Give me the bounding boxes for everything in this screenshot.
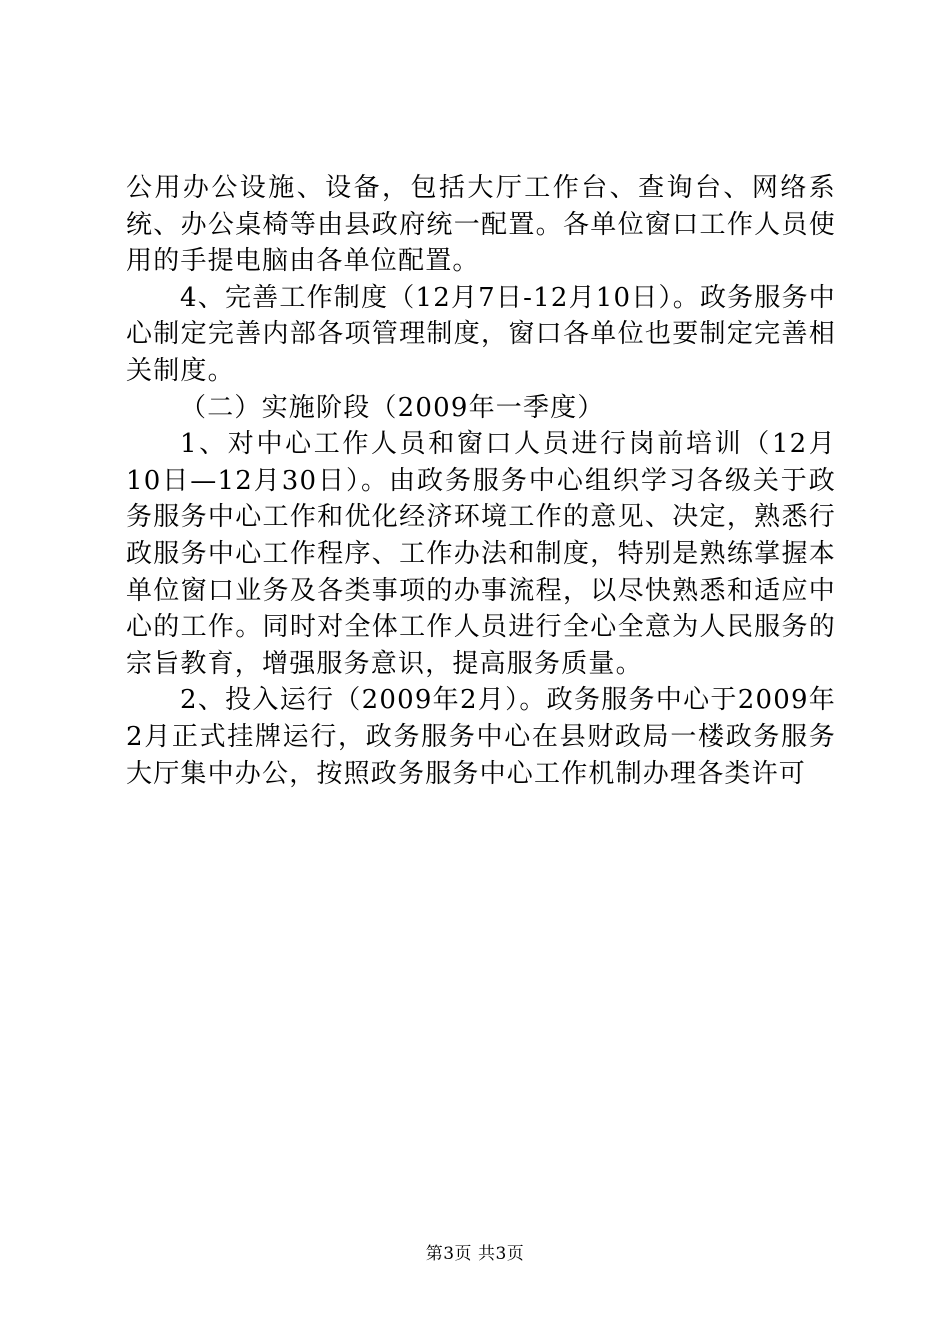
paragraph-training: 1、对中心工作人员和窗口人员进行岗前培训（12月10日—12月30日）。由政务服务中心组织学习各级关于政务服务中心工作和优化经济环境工作的意见、决定，熟悉行政服务中心工作程序、工作办法和制度，特别是熟练掌握本单位窗口业务及各类事项的办事流程，以尽快熟悉和适应中心的工作。同时对全体工作人员进行全心全意为人民服务的宗旨教育，增强服务意识，提高服务质量。 — [126, 429, 836, 679]
paragraph-facilities: 公用办公设施、设备，包括大厅工作台、查询台、网络系统、办公桌椅等由县政府统一配置。各单位窗口工作人员使用的手提电脑由各单位配置。 — [126, 173, 836, 277]
section-heading-implementation: （二）实施阶段（2009年一季度） — [180, 392, 605, 423]
document-body — [126, 170, 836, 792]
paragraph-operation: 2、投入运行（2009年2月）。政务服务中心于2009年2月正式挂牌运行，政务服务中心在县财政局一楼政务服务大厅集中办公，按照政务服务中心工作机制办理各类许可 — [126, 685, 836, 789]
page-footer: 第3页 共3页 — [425, 1244, 525, 1264]
paragraph-work-system: 4、完善工作制度（12月7日-12月10日）。政务服务中心制定完善内部各项管理制度，窗口各单位也要制定完善相关制度。 — [126, 282, 836, 386]
